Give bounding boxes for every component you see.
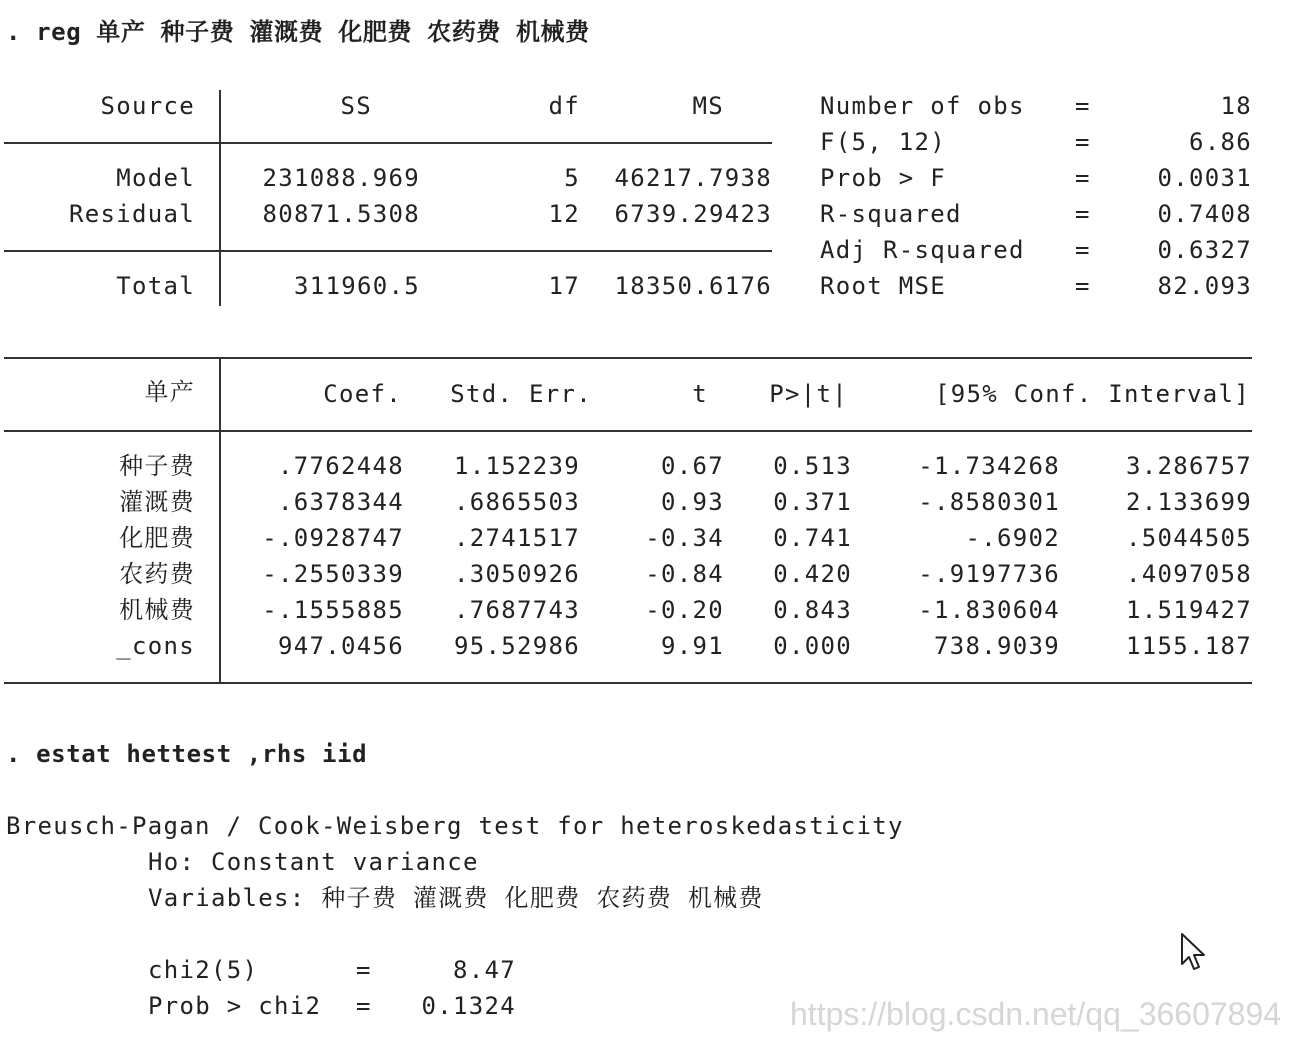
reg-command: . reg 单产 种子费 灌溉费 化肥费 农药费 机械费	[6, 18, 590, 46]
coef-ci-low: -.6902	[965, 524, 1060, 552]
coef-ci-high: .4097058	[1126, 560, 1252, 588]
stat-equals: =	[1075, 200, 1091, 228]
coef-stderr: .7687743	[454, 596, 580, 624]
anova-divider-bottom	[4, 250, 772, 252]
stat-label: Adj R-squared	[820, 236, 1025, 264]
prob-chi2-label: Prob > chi2	[148, 992, 322, 1020]
coef-header-coef: Coef.	[323, 380, 402, 408]
coef-pvalue: 0.843	[773, 596, 852, 624]
coef-value: -.2550339	[262, 560, 404, 588]
coef-ci-low: -1.830604	[918, 596, 1060, 624]
stat-equals: =	[1075, 272, 1091, 300]
anova-ms: 6739.29423	[614, 200, 772, 228]
coef-tstat: -0.34	[645, 524, 724, 552]
coef-ci-high: 2.133699	[1126, 488, 1252, 516]
coef-stderr: .6865503	[454, 488, 580, 516]
coef-header-p: P>|t|	[769, 380, 848, 408]
mouse-pointer-icon	[1180, 932, 1210, 972]
chi2-label: chi2(5)	[148, 956, 259, 984]
coef-varname: 农药费	[119, 560, 195, 588]
coef-value: -.0928747	[262, 524, 404, 552]
coef-ci-low: -.9197736	[918, 560, 1060, 588]
coef-pvalue: 0.371	[773, 488, 852, 516]
coef-varname: 化肥费	[119, 524, 195, 552]
coef-divider-top	[4, 357, 1252, 359]
stat-equals: =	[1075, 128, 1091, 156]
prob-chi2-value: 0.1324	[421, 992, 516, 1020]
coef-ci-high: 3.286757	[1126, 452, 1252, 480]
coef-tstat: -0.20	[645, 596, 724, 624]
stat-value: 0.6327	[1157, 236, 1252, 264]
anova-header-source: Source	[100, 92, 195, 120]
coef-stderr: .2741517	[454, 524, 580, 552]
coef-value: -.1555885	[262, 596, 404, 624]
coef-header-se: Std. Err.	[450, 380, 592, 408]
chi2-equals: =	[356, 956, 372, 984]
coef-tstat: 0.93	[661, 488, 724, 516]
anova-df: 5	[564, 164, 580, 192]
coef-value: 947.0456	[278, 632, 404, 660]
coef-value: .6378344	[278, 488, 404, 516]
anova-header-ms: MS	[692, 92, 724, 120]
stat-label: F(5, 12)	[820, 128, 946, 156]
coef-tstat: -0.84	[645, 560, 724, 588]
stat-equals: =	[1075, 164, 1091, 192]
anova-vertical-divider	[219, 90, 221, 306]
coef-ci-low: -.8580301	[918, 488, 1060, 516]
coef-header-depvar: 单产	[144, 378, 195, 406]
stat-label: R-squared	[820, 200, 962, 228]
coef-varname: _cons	[116, 632, 195, 660]
coef-vertical-divider	[219, 358, 221, 684]
coef-divider-header	[4, 430, 1252, 432]
stat-label: Prob > F	[820, 164, 946, 192]
stat-label: Root MSE	[820, 272, 946, 300]
anova-divider-top	[4, 142, 772, 144]
anova-source: Model	[116, 164, 195, 192]
anova-ms: 18350.6176	[614, 272, 772, 300]
stat-equals: =	[1075, 92, 1091, 120]
coef-pvalue: 0.741	[773, 524, 852, 552]
coef-varname: 种子费	[119, 452, 195, 480]
anova-header-ss: SS	[340, 92, 372, 120]
coef-tstat: 0.67	[661, 452, 724, 480]
coef-varname: 灌溉费	[119, 488, 195, 516]
coef-ci-low: 738.9039	[934, 632, 1060, 660]
stat-value: 0.0031	[1157, 164, 1252, 192]
coef-stderr: 1.152239	[454, 452, 580, 480]
coef-pvalue: 0.000	[773, 632, 852, 660]
coef-stderr: .3050926	[454, 560, 580, 588]
watermark: https://blog.csdn.net/qq_36607894	[790, 996, 1282, 1032]
stat-value: 18	[1220, 92, 1252, 120]
coef-value: .7762448	[278, 452, 404, 480]
coef-pvalue: 0.513	[773, 452, 852, 480]
coef-ci-low: -1.734268	[918, 452, 1060, 480]
test-variables: Variables: 种子费 灌溉费 化肥费 农药费 机械费	[148, 884, 764, 912]
coef-ci-high: .5044505	[1126, 524, 1252, 552]
anova-ss: 80871.5308	[262, 200, 420, 228]
chi2-value: 8.47	[453, 956, 516, 984]
stat-value: 82.093	[1157, 272, 1252, 300]
coef-varname: 机械费	[119, 596, 195, 624]
coef-header-ci: [95% Conf. Interval]	[935, 380, 1250, 408]
test-null-hypothesis: Ho: Constant variance	[148, 848, 479, 876]
coef-tstat: 9.91	[661, 632, 724, 660]
stat-value: 6.86	[1189, 128, 1252, 156]
stat-equals: =	[1075, 236, 1091, 264]
stat-value: 0.7408	[1157, 200, 1252, 228]
coef-divider-bottom	[4, 682, 1252, 684]
hettest-command: . estat hettest ,rhs iid	[6, 740, 368, 768]
coef-ci-high: 1.519427	[1126, 596, 1252, 624]
coef-header-t: t	[692, 380, 708, 408]
anova-df: 12	[548, 200, 580, 228]
anova-source: Residual	[69, 200, 195, 228]
anova-ss: 311960.5	[294, 272, 420, 300]
anova-df: 17	[548, 272, 580, 300]
anova-ss: 231088.969	[262, 164, 420, 192]
test-title: Breusch-Pagan / Cook-Weisberg test for heteroskedasticity	[6, 812, 904, 840]
anova-source: Total	[116, 272, 195, 300]
coef-pvalue: 0.420	[773, 560, 852, 588]
anova-ms: 46217.7938	[614, 164, 772, 192]
coef-stderr: 95.52986	[454, 632, 580, 660]
coef-ci-high: 1155.187	[1126, 632, 1252, 660]
anova-header-df: df	[548, 92, 580, 120]
prob-chi2-equals: =	[356, 992, 372, 1020]
stat-label: Number of obs	[820, 92, 1025, 120]
